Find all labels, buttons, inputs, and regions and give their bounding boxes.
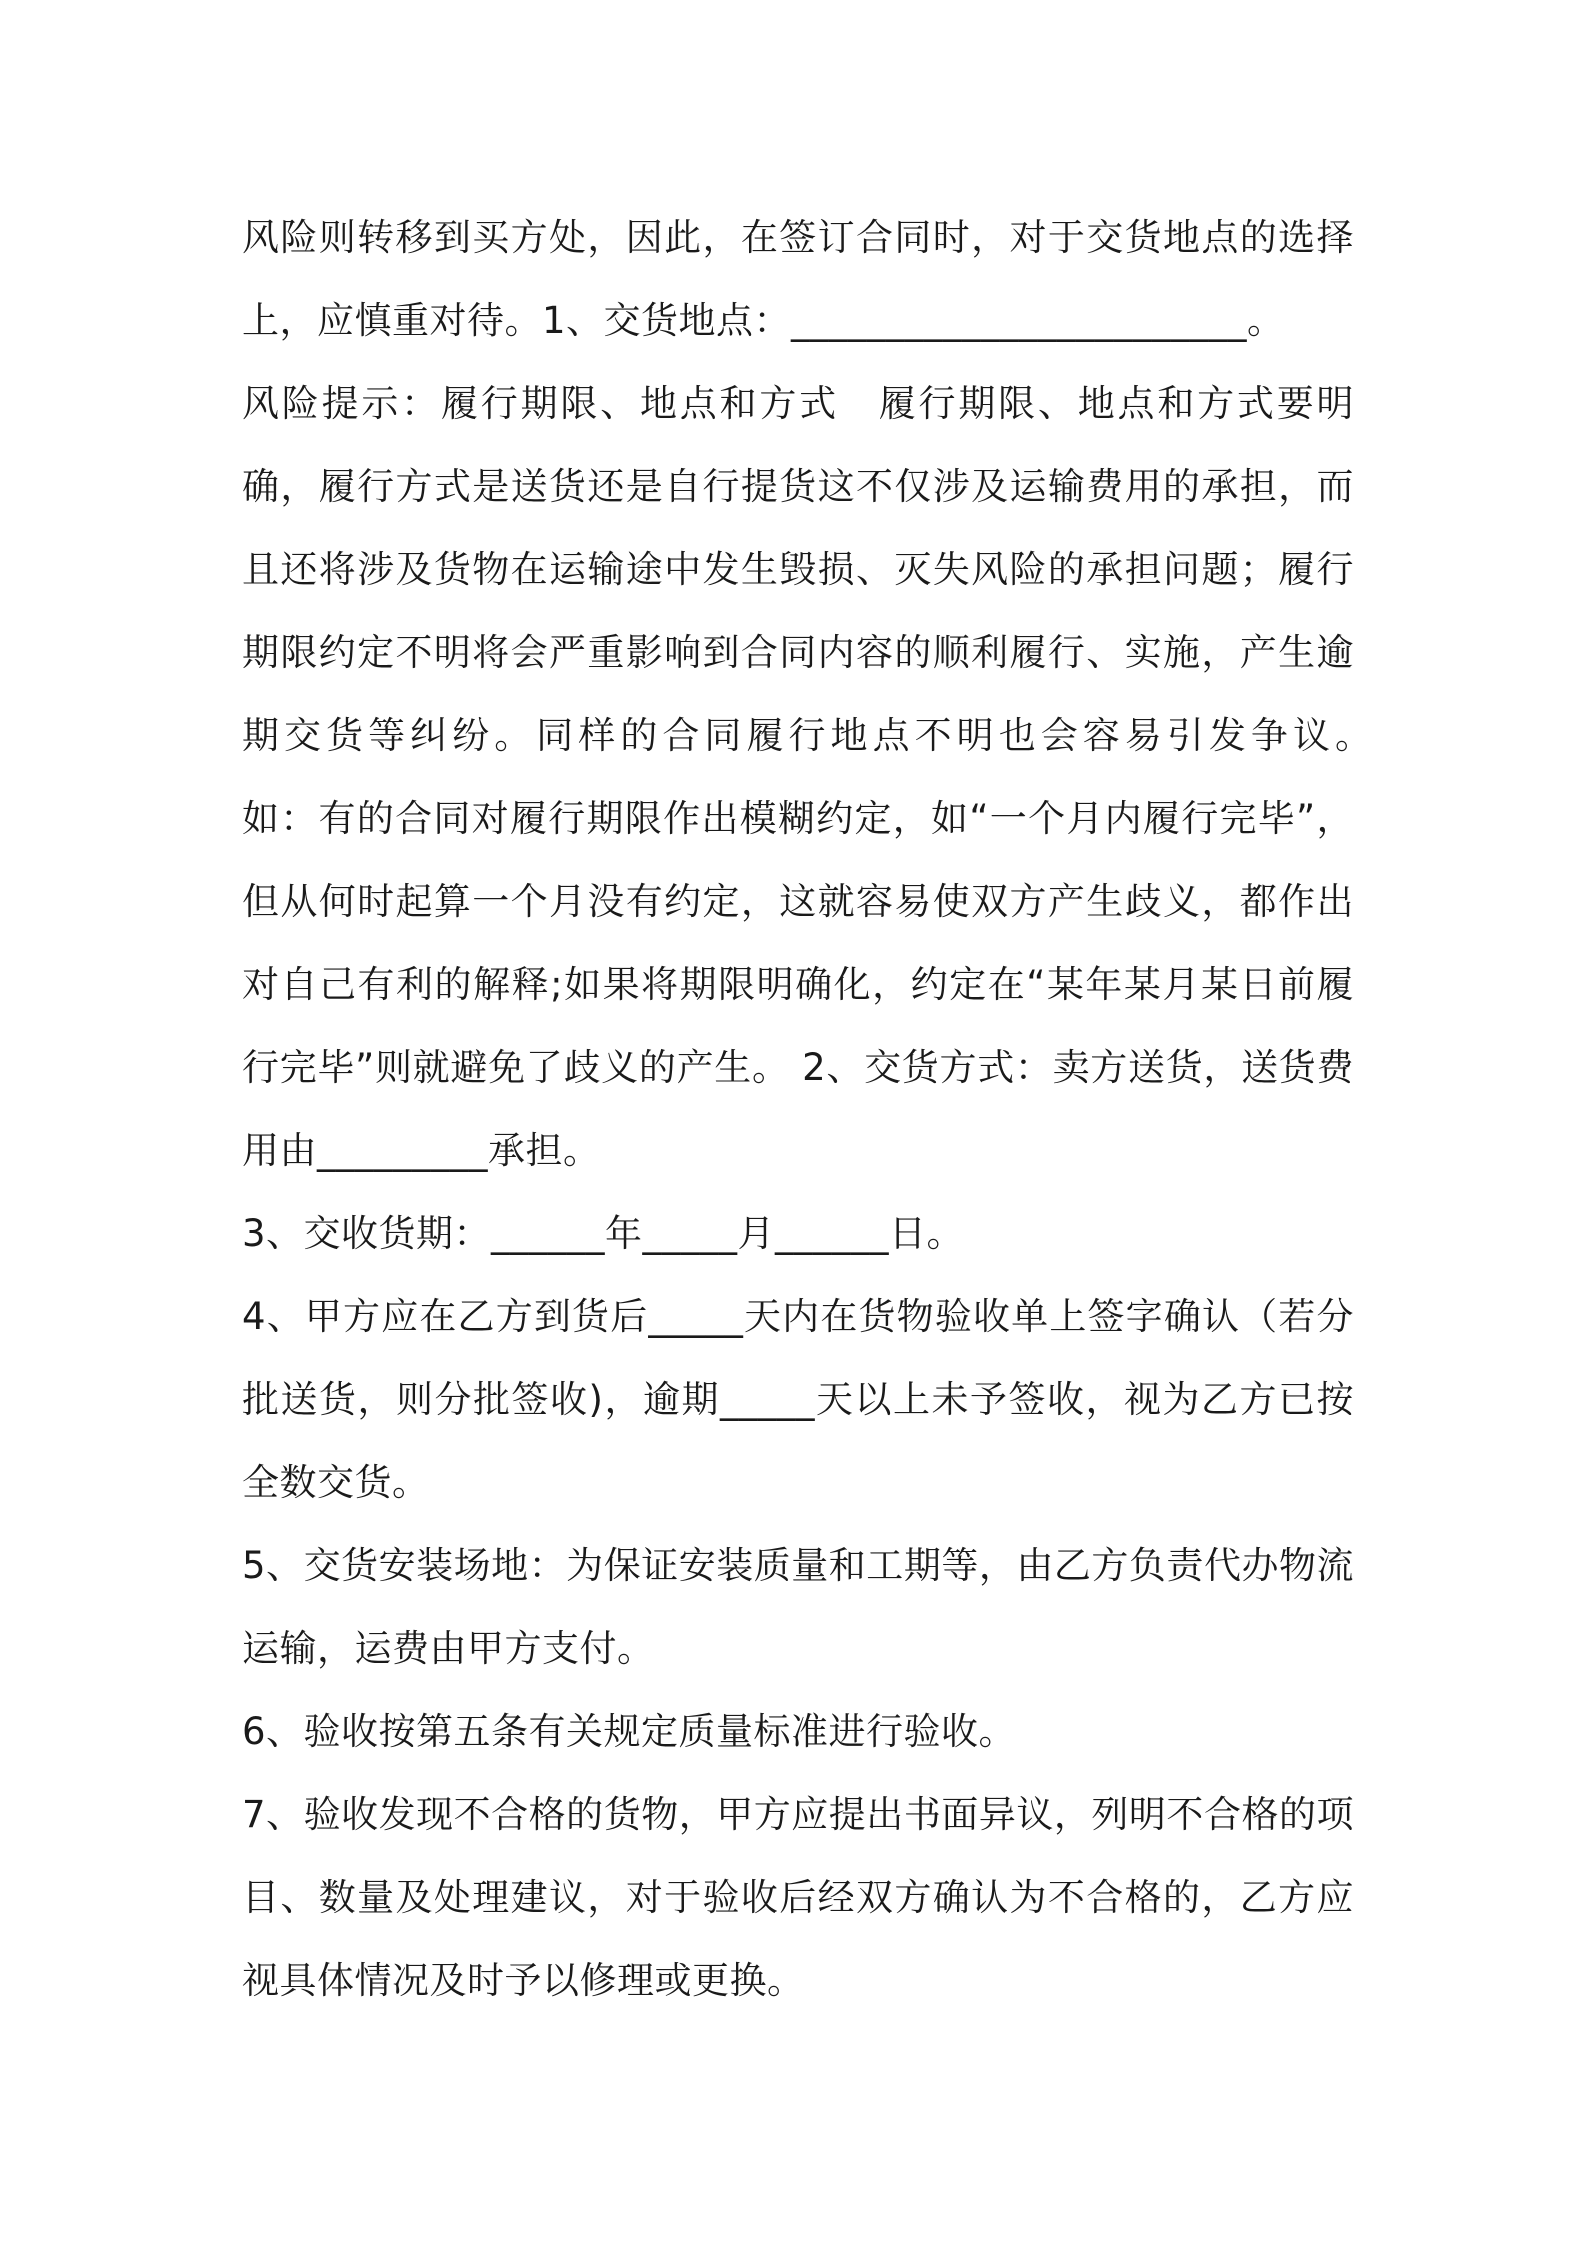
paragraph-risk-notice: 风险提示：履行期限、地点和方式 履行期限、地点和方式要明确，履行方式是送货还是自行提货这不仅涉及运输费用的承担，而且还将涉及货物在运输途中发生毁损、灭失风险的承担问题；履行期限约定不明将会严重影响到合同内容的顺利履行、实施，产生逾期交货等纠纷。同样的合同履行地点不明也会容易引发争议。 如：有的合同对履行期限作出模糊约定，如“一个月内履行完毕”，但从何时起算一个月没有约定，这就容易使双方产生歧义，都作出对自己有利的解释;如果将期限明确化，约定在“某年某月某日前履行完毕”则就避免了歧义的产生。 2、交货方式：卖方送货，送货费用由_________承担。 xyxy=(242,382,1429,1172)
paragraph-acceptance-signing: 4、甲方应在乙方到货后_____天内在货物验收单上签字确认（若分批送货，则分批签收)，逾期_____天以上未予签收，视为乙方已按全数交货。 xyxy=(242,1295,1354,1504)
paragraph-delivery-location: 风险则转移到买方处，因此，在签订合同时，对于交货地点的选择上，应慎重对待。1、交货地点：________________________。 xyxy=(242,216,1354,342)
paragraph-installation-site: 5、交货安装场地：为保证安装质量和工期等，由乙方负责代办物流运输，运费由甲方支付。 xyxy=(242,1544,1354,1670)
paragraph-nonconforming-goods: 7、验收发现不合格的货物，甲方应提出书面异议，列明不合格的项目、数量及处理建议，对于验收后经双方确认为不合格的，乙方应视具体情况及时予以修理或更换。 xyxy=(242,1793,1354,2002)
paragraph-acceptance-standard: 6、验收按第五条有关规定质量标准进行验收。 xyxy=(242,1710,1017,1753)
document-body xyxy=(242,196,1429,2022)
paragraph-delivery-date: 3、交收货期：______年_____月______日。 xyxy=(242,1212,965,1255)
